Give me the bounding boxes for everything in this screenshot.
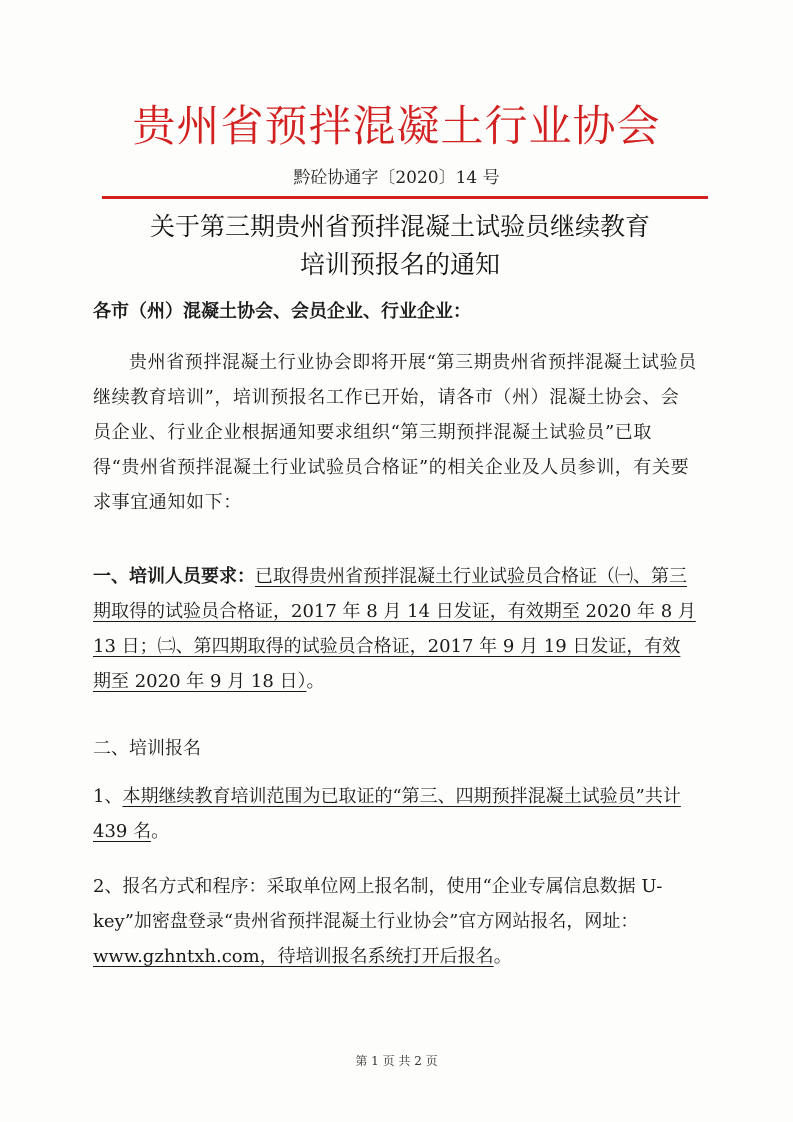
notice-title-line-1: 关于第三期贵州省预拌混凝土试验员继续教育: [149, 212, 650, 241]
item-1-body: 本期继续教育培训范围为已取证的“第三、四期预拌混凝土试验员”共计 439 名: [93, 786, 681, 842]
website-link[interactable]: www.gzhntxh.com，待培训报名系统打开后报名: [93, 946, 494, 967]
section-1-heading: 一、培训人员要求：: [93, 566, 255, 587]
section-1: [93, 559, 697, 699]
item-2-end: 。: [493, 946, 512, 967]
section-2-item-2: [93, 869, 697, 974]
item-1-end: 。: [151, 821, 170, 842]
notice-title-line-2: 培训预报名的通知: [299, 250, 500, 279]
page-footer: 第 1 页 共 2 页: [355, 1054, 438, 1068]
red-divider: [102, 196, 708, 199]
salutation: 各市（州）混凝土协会、会员企业、行业企业：: [93, 301, 471, 322]
item-2-text: 2、报名方式和程序：采取单位网上报名制，使用“企业专属信息数据 U-key”加密盘登录“贵州省预拌混凝土行业协会”官方网站报名，网址：: [93, 876, 663, 932]
item-1-prefix: 1、: [93, 786, 123, 807]
section-2-item-1: [93, 779, 697, 849]
section-2-heading: 二、培训报名: [93, 738, 201, 759]
document-number: 黔砼协通字〔2020〕14 号: [293, 168, 500, 188]
notice-title: [80, 208, 720, 284]
intro-paragraph: 贵州省预拌混凝土行业协会即将开展“第三期贵州省预拌混凝土试验员继续教育培训”，培训预报名工作已开始，请各市（州）混凝土协会、会员企业、行业企业根据通知要求组织“第三期预拌混凝土试验员”已取得“贵州省预拌混凝土行业试验员合格证”的相关企业及人员参训，有关要求事宜通知如下：: [93, 352, 697, 513]
organization-name: 贵州省预拌混凝土行业协会: [132, 102, 661, 152]
section-1-end: 。: [306, 671, 325, 692]
section-1-body: 已取得贵州省预拌混凝土行业试验员合格证（㈠、第三期取得的试验员合格证，2017 年 8 月 14 日发证，有效期至 2020 年 8 月 13 日；㈡、第四期取得的试验员合格证，2017 年 9 月 19 日发证，有效期至 2020 年 9 月 18 日）: [93, 566, 696, 692]
